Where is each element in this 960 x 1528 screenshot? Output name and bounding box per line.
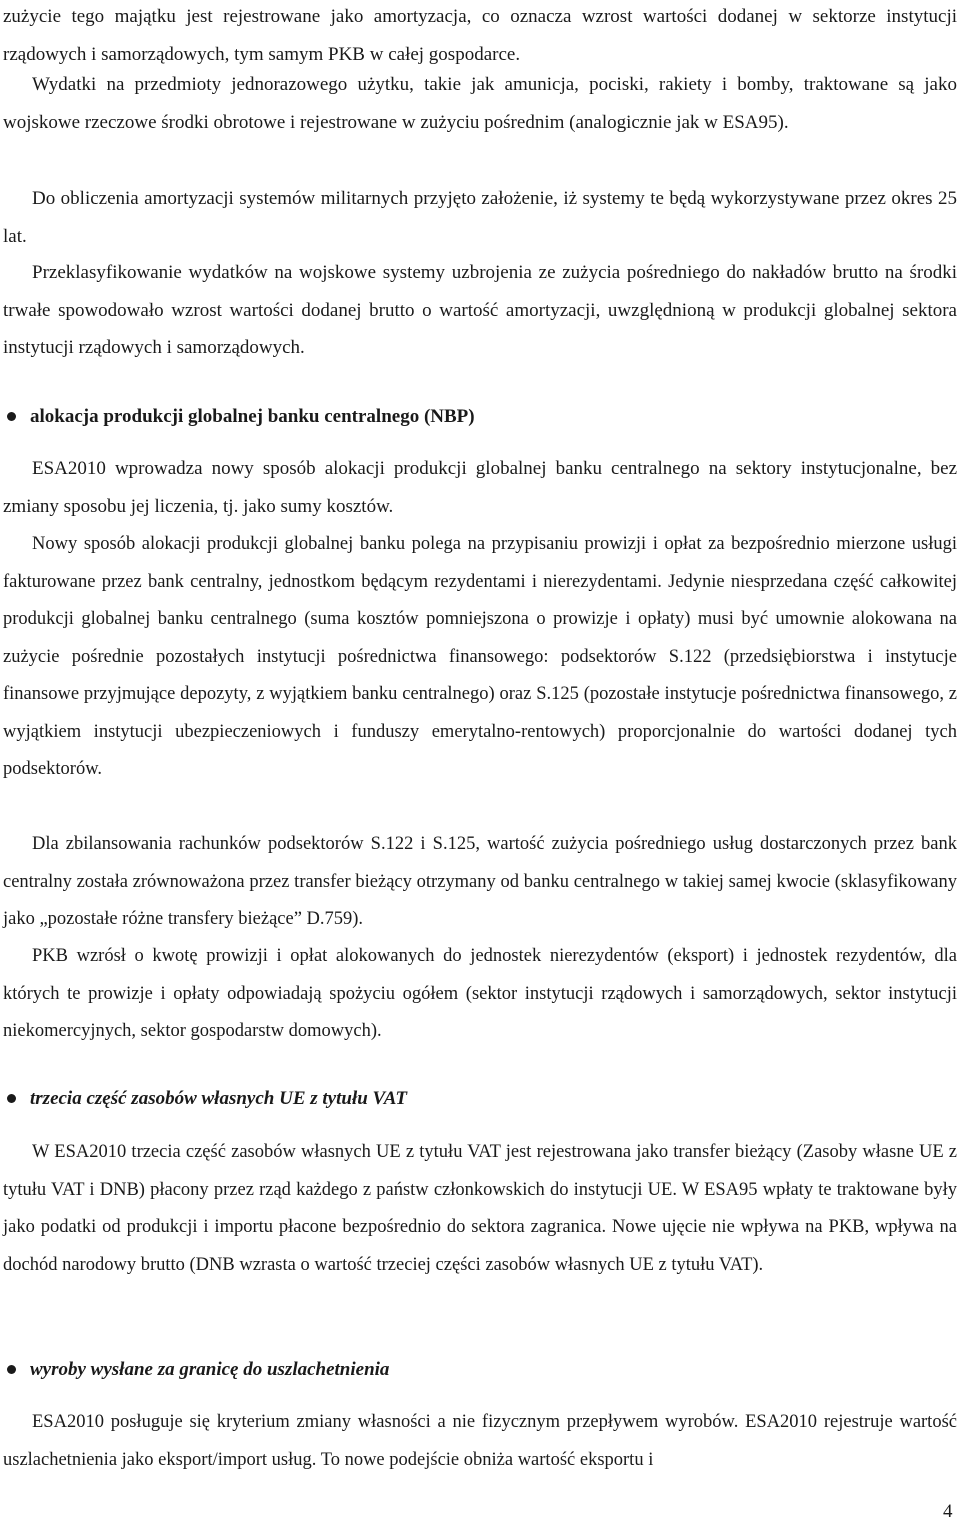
bullet-icon [7, 412, 16, 421]
paragraph-single-use-items: Wydatki na przedmioty jednorazowego użytku, takie jak amunicja, pociski, rakiety i bomby, traktowane są jako wojskowe rzeczowe środki obrotowe i rejestrowane w zużyciu pośrednim (analogicznie jak w ESA95). [3, 74, 957, 133]
heading-vat-resources-text: trzecia część zasobów własnych UE z tytułu VAT [30, 1088, 408, 1109]
paragraph-vat-own-resources: W ESA2010 trzecia część zasobów własnych UE z tytułu VAT jest rejestrowana jako transfer bieżący (Zasoby własne UE z tytułu VAT i DNB) płacony przez rząd każdego z państw członkowskich do instytucji UE. W ESA95 wpłaty te traktowane były jako podatki od produkcji i importu płacone bezpośrednio do sektora zagranica. Nowe ujęcie nie wpływa na PKB, wpływa na dochód narodowy brutto (DNB wzrasta o wartość trzeciej części zasobów własnych UE z tytułu VAT). [3, 1142, 957, 1275]
paragraph-military-depreciation: Do obliczenia amortyzacji systemów militarnych przyjęto założenie, iż systemy te będą wykorzystywane przez okres 25 lat. [3, 188, 957, 247]
paragraph-subsector-balancing: Dla zbilansowania rachunków podsektorów S.122 i S.125, wartość zużycia pośredniego usług dostarczonych przez bank centralny została zrównoważona przez transfer bieżący otrzymany od banku centralnego w takiej samej kwocie (sklasyfikowany jako „pozostałe różne transfery bieżące” D.759). [3, 834, 957, 929]
section-heading-goods-processing [3, 1351, 957, 1389]
bullet-icon [7, 1094, 16, 1103]
section-heading-vat-resources [3, 1080, 957, 1118]
paragraph-amortization-intro: zużycie tego majątku jest rejestrowane jako amortyzacja, co oznacza wzrost wartości dodanej w sektorze instytucji rządowych i samorządowych, tym samym PKB w całej gospodarce. [3, 6, 957, 65]
section-heading-central-bank [3, 398, 957, 436]
paragraph-new-allocation-method: Nowy sposób alokacji produkcji globalnej banku polega na przypisaniu prowizji i opłat za bezpośrednio mierzone usługi fakturowane przez bank centralny, jednostkom będącym rezydentami i nierezydentami. Jedynie niesprzedana część całkowitej produkcji globalnej banku centralnego (suma kosztów pomniejszona o prowizje i opłaty) musi być umownie alokowana na zużycie pośrednie pozostałych instytucji pośrednictwa finansowego: podsektorów S.122 (przedsiębiorstwa i instytucje finansowe przyjmujące depozyty, z wyjątkiem banku centralnego) oraz S.125 (pozostałe instytucje pośrednictwa finansowego, z wyjątkiem instytucji ubezpieczeniowych i funduszy emerytalno-rentowych) proporcjonalnie do wartości dodanej tych podsektorów. [3, 534, 957, 779]
paragraph-gdp-increase: PKB wzrósł o kwotę prowizji i opłat alokowanych do jednostek nierezydentów (eksport) i jednostek rezydentów, dla których te prowizje i opłaty odpowiadają spożyciu ogółem (sektor instytucji rządowych i samorządowych, sektor instytucji niekomercyjnych, sektor gospodarstw domowych). [3, 946, 957, 1041]
paragraph-ownership-criterion: ESA2010 posługuje się kryterium zmiany własności a nie fizycznym przepływem wyrobów. ESA2010 rejestruje wartość uszlachetnienia jako eksport/import usług. To nowe podejście obniża wartość eksportu i [3, 1412, 957, 1470]
heading-central-bank-text: alokacja produkcji globalnej banku centralnego (NBP) [30, 406, 475, 427]
heading-goods-processing-text: wyroby wysłane za granicę do uszlachetnienia [30, 1359, 390, 1380]
bullet-icon [7, 1365, 16, 1374]
page-number: 4 [943, 1501, 953, 1522]
paragraph-esa2010-allocation: ESA2010 wprowadza nowy sposób alokacji produkcji globalnej banku centralnego na sektory instytucjonalne, bez zmiany sposobu jej liczenia, tj. jako sumy kosztów. [3, 458, 957, 517]
paragraph-reclassification: Przeklasyfikowanie wydatków na wojskowe systemy uzbrojenia ze zużycia pośredniego do nakładów brutto na środki trwałe spowodowało wzrost wartości dodanej brutto o wartość amortyzacji, uwzględnioną w produkcji globalnej sektora instytucji rządowych i samorządowych. [3, 262, 957, 358]
